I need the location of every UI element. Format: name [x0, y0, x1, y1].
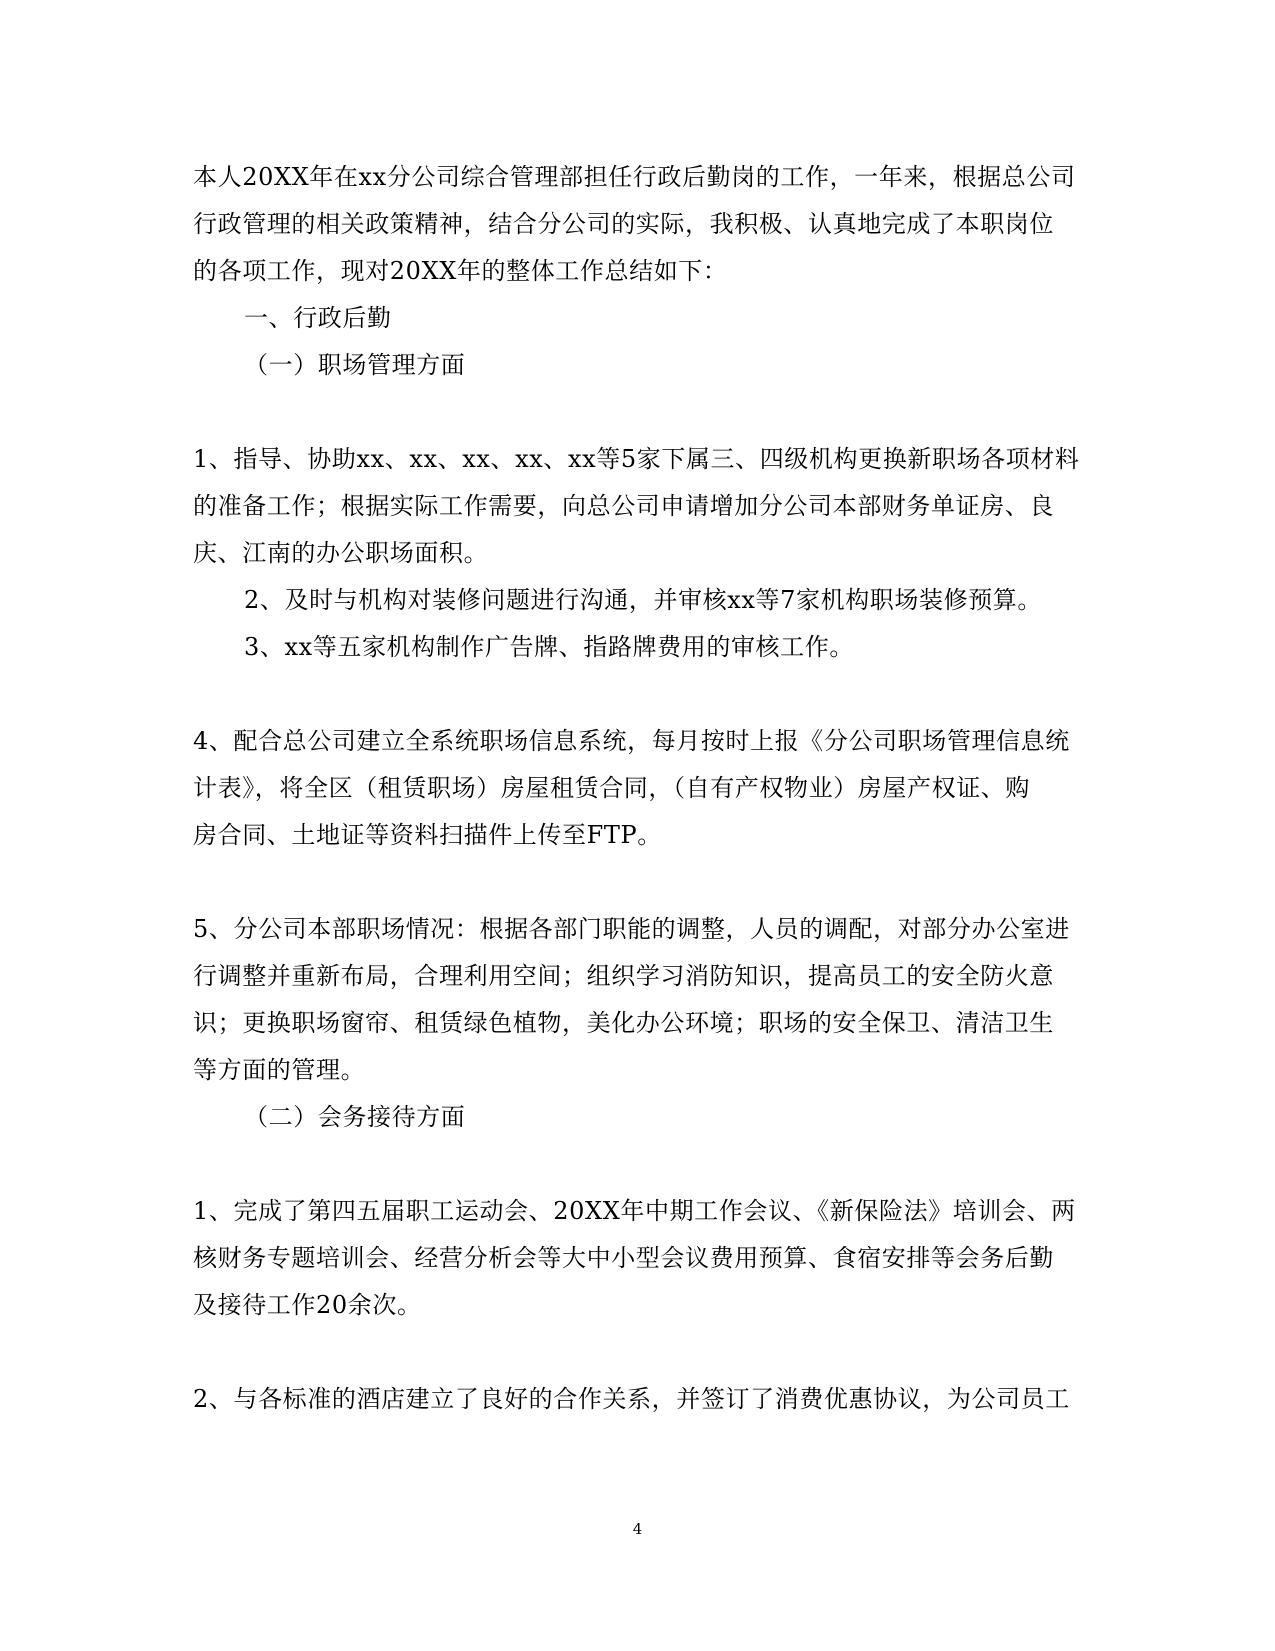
item-4-line-2: 计表》，将全区（租赁职场）房屋租赁合同，（自有产权物业）房屋产权证、购	[193, 774, 1030, 802]
subsection-heading-meetings: （二）会务接待方面	[244, 1103, 466, 1131]
item-4-line-3: 房合同、土地证等资料扫描件上传至FTP。	[193, 821, 662, 849]
intro-line-3: 的各项工作，现对20XX年的整体工作总结如下：	[193, 257, 728, 285]
item-4-line-1: 4、配合总公司建立全系统职场信息系统，每月按时上报《分公司职场管理信息统	[193, 727, 1070, 755]
section-heading: 一、行政后勤	[244, 304, 392, 332]
item-5-line-2: 行调整并重新布局，合理利用空间；组织学习消防知识，提高员工的安全防火意	[193, 962, 1054, 990]
item-5-line-4: 等方面的管理。	[193, 1056, 366, 1084]
item-5-line-3: 识；更换职场窗帘、租赁绿色植物，美化办公环境；职场的安全保卫、清洁卫生	[193, 1009, 1054, 1037]
intro-line-1: 本人20XX年在xx分公司综合管理部担任行政后勤岗的工作，一年来，根据总公司	[193, 163, 1076, 191]
item-1-line-3: 庆、江南的办公职场面积。	[193, 539, 489, 567]
intro-line-2: 行政管理的相关政策精神，结合分公司的实际，我积极、认真地完成了本职岗位	[193, 210, 1054, 238]
meeting-item-1-line-2: 核财务专题培训会、经营分析会等大中小型会议费用预算、食宿安排等会务后勤	[193, 1244, 1054, 1272]
item-5-line-1: 5、分公司本部职场情况：根据各部门职能的调整，人员的调配，对部分办公室进	[193, 915, 1070, 943]
item-2-line: 2、及时与机构对装修问题进行沟通，并审核xx等7家机构职场装修预算。	[244, 586, 1043, 614]
meeting-item-1-line-1: 1、完成了第四五届职工运动会、20XX年中期工作会议、《新保险法》培训会、两	[193, 1197, 1076, 1225]
page-number: 4	[632, 1520, 643, 1538]
subsection-heading-workplace: （一）职场管理方面	[244, 351, 466, 379]
item-1-line-1: 1、指导、协助xx、xx、xx、xx、xx等5家下属三、四级机构更换新职场各项材料	[193, 445, 1080, 473]
meeting-item-1-line-3: 及接待工作20余次。	[193, 1291, 422, 1319]
item-3-line: 3、xx等五家机构制作广告牌、指路牌费用的审核工作。	[244, 633, 854, 661]
meeting-item-2-line-1: 2、与各标准的酒店建立了良好的合作关系，并签订了消费优惠协议，为公司员工	[193, 1385, 1070, 1413]
item-1-line-2: 的准备工作；根据实际工作需要，向总公司申请增加分公司本部财务单证房、良	[193, 492, 1054, 520]
